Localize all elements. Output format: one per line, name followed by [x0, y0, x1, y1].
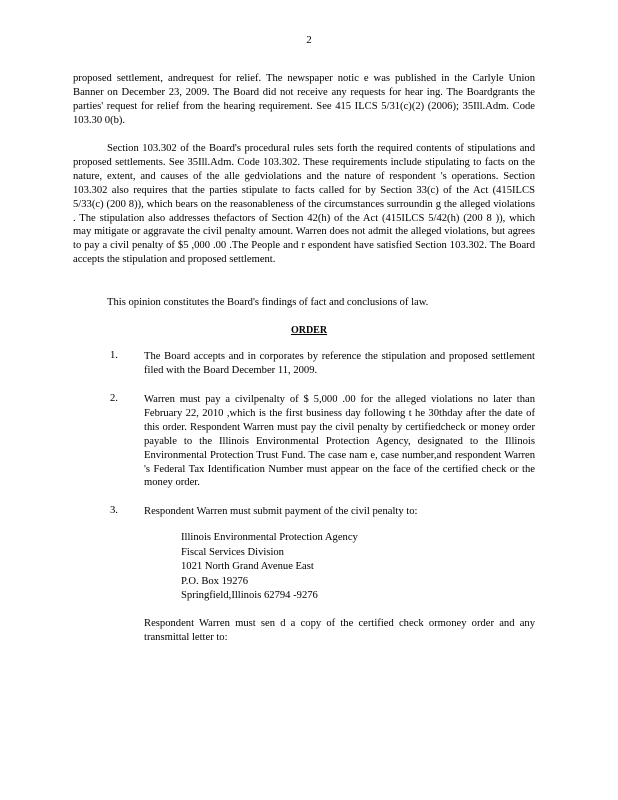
order-item-text: Respondent Warren must submit payment of the civil penalty to:	[144, 506, 418, 517]
order-item-number: 2.	[110, 393, 118, 404]
address-line: Illinois Environmental Protection Agency	[181, 532, 358, 543]
paragraph-copy-instruction: Respondent Warren must sen d a copy of the certified check ormoney order and any transmittal letter to:	[144, 618, 535, 643]
address-line: P.O. Box 19276	[181, 575, 249, 587]
order-item-text: Warren must pay a civilpenalty of $ 5,000 .00 for the alleged violations no later than February 22, 2010 ,which is the first business day following t he 30thday after the date of this order. Respondent Warren must pay the civil penalty by certifiedcheck or money order payable to the Illinois Environmental Protection Agency, designated to the Illinois Environmental Protection Trust Fund. The case nam e, case number,and respondent Warren 's Federal Tax Identification Number must appear on the face of the certified check or the money order.	[144, 394, 535, 489]
order-item-text: The Board accepts and in corporates by reference the stipulation and proposed settlement filed with the Board December 11, 2009.	[144, 351, 535, 376]
paragraph-section-103-302: Section 103.302 of the Board's procedural rules sets forth the required contents of stipulations and proposed settlements. See 35Ill.Adm. Code 103.302. These requirements include stipulating to facts on the nature, extent, and causes of the alle gedviolations and the nature of respondent 's operations. Section 103.302 also requires that the parties stipulate to facts called for by Section 33(c) of the Act (415ILCS 5/33(c) (200 8)), which bears on the reasonableness of the circumstances surroundin g the alleged violations . The stipulation also addresses thefactors of Section 42(h) of the Act (415ILCS 5/42(h) (200 8 )), which may mitigate or aggravate the civil penalty amount. Warren does not admit the alleged violations, but agrees to pay a civil penalty of $5 ,000 .00 .The People and r espondent have satisfied Section 103.302. The Board accepts the stipulation and proposed settlement.	[73, 143, 535, 266]
paragraph-publication: proposed settlement, andrequest for relief. The newspaper notic e was published in the Carlyle Union Banner on December 23, 2009. The Board did not receive any requests for hear ing. The Boardgrants the parties' request for relief from the hearing requirement. See 415 ILCS 5/31(c)(2) (2006); 35Ill.Adm. Code 103.30 0(b).	[73, 73, 535, 126]
payment-address	[181, 531, 358, 604]
order-heading: ORDER	[290, 325, 328, 336]
address-line: 1021 North Grand Avenue East	[181, 561, 314, 572]
order-item-number: 3.	[110, 505, 118, 516]
paragraph-findings: This opinion constitutes the Board's findings of fact and conclusions of law.	[107, 297, 429, 308]
order-item-number: 1.	[110, 350, 118, 361]
address-line: Fiscal Services Division	[181, 546, 284, 558]
address-line: Springfield,Illinois 62794 -9276	[181, 590, 318, 601]
page-number: 2	[306, 34, 312, 46]
